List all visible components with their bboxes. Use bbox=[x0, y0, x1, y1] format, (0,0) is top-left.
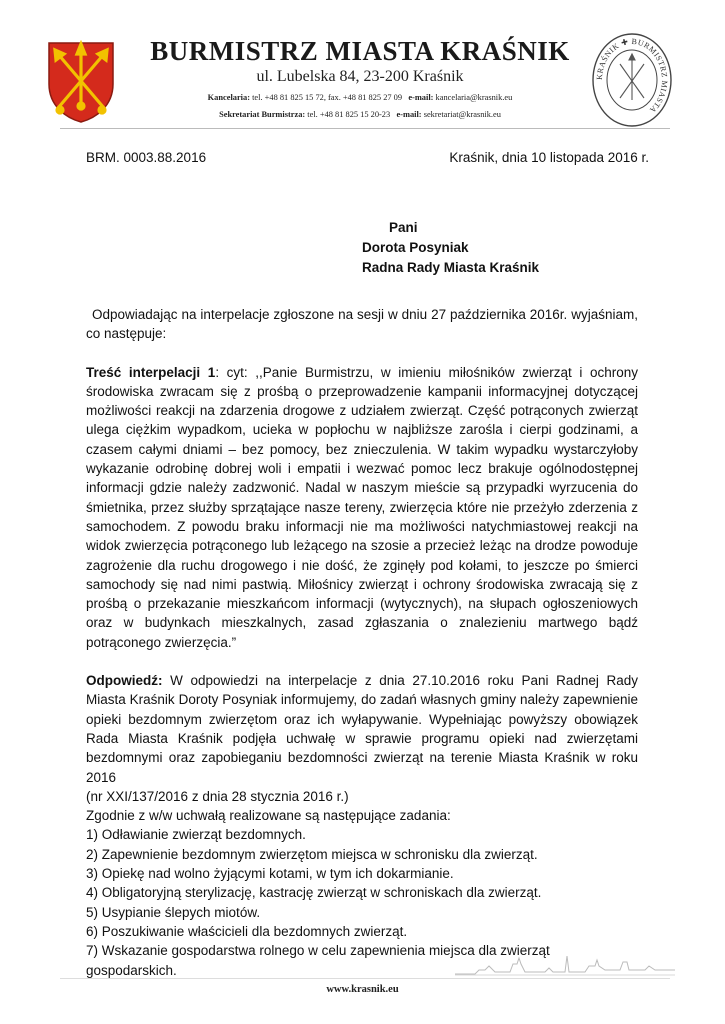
footer-website: www.krasnik.eu bbox=[326, 984, 399, 995]
interpellation-text: : cyt: ,,Panie Burmistrzu, w imieniu miłośników zwierząt i ochrony środowiska zwracam się z prośbą o przeprowadzenie kampanii informacyjnej dotyczącej możliwości reakcji na zdarzenia drogowe z udziałem zwierząt. Część potrąconych zwierząt ulega ciężkim wypadkom, ucieka w popłochu w najbliższe zarośla i cierpi godzinami, a czasem całymi dniami – bez pomocy, bez znieczulenia. W takim wypadku wystarczyłoby wykazanie odrobinę dobrej woli i empatii i wezwać pomoc lecz brakuje ogólnodostępnej informacji gdzie należy zadzwonić. Nadal w naszym mieście są przypadki wyrzucenia do śmietnika, przez służby sprzątające nasze tereny, zwierzęcia które nie przeżyło zderzenia z samochodem. Z powodu braku informacji nie ma możliwości natychmiastowej reakcji na widok zwierzęcia potrąconego lub leżącego na szosie a przecież leżąc na drodze powoduje zagrożenie dla ruchu drogowego i nie dość, że zginęły pod kołami, to jeszcze po śmierci samochody się nad nimi pastwią. Miłośnicy zwierząt i ochrony środowiska zwracają się z prośbą o przekazanie mieszkańcom informacji (wytycznych), na słupach ogłoszeniowych oraz w budynkach mieszkalnych, zasad zgłaszania o znalezieniu martwego bądź potrąconego zwierzęcia.” bbox=[86, 364, 638, 650]
answer-paragraph bbox=[86, 671, 638, 787]
recipient-salutation: Pani bbox=[389, 220, 418, 235]
recipient-name: Dorota Posyniak bbox=[362, 240, 469, 255]
secretariat-phone: tel. +48 81 825 15 20-23 bbox=[307, 110, 391, 119]
letterhead-address: ul. Lubelska 84, 23-200 Kraśnik bbox=[256, 68, 464, 85]
letterhead bbox=[0, 0, 725, 140]
interpellation-paragraph bbox=[86, 363, 638, 652]
secretariat-label: Sekretariat Burmistrza: bbox=[219, 110, 306, 119]
task-item: 7) Wskazanie gospodarstwa rolnego w celu zapewnienia miejsca dla zwierząt gospodarskich. bbox=[86, 943, 550, 978]
seal-text: KRAŚNIK ✚ BURMISTRZ MIASTA bbox=[594, 36, 670, 115]
task-item: 1) Odławianie zwierząt bezdomnych. bbox=[86, 827, 306, 843]
tasks-intro: Zgodnie z w/w uchwałą realizowane są następujące zadania: bbox=[86, 808, 451, 824]
place-and-date: Kraśnik, dnia 10 listopada 2016 r. bbox=[449, 150, 649, 165]
coat-of-arms-icon bbox=[46, 40, 116, 124]
recipient-role: Radna Rady Miasta Kraśnik bbox=[362, 260, 540, 275]
office-email-label: e-mail: bbox=[408, 93, 434, 102]
recipient-block bbox=[362, 218, 539, 278]
secretariat-contact-line bbox=[130, 110, 590, 119]
resolution-reference: (nr XXI/137/2016 z dnia 28 stycznia 2016 r.) bbox=[86, 788, 349, 804]
task-item: 4) Obligatoryjną sterylizację, kastrację zwierząt w schroniskach dla zwierząt. bbox=[86, 885, 542, 901]
task-item: 3) Opiekę nad wolno żyjącymi kotami, w tym ich dokarmianie. bbox=[86, 866, 454, 882]
intro-paragraph: Odpowiadając na interpelacje zgłoszone na sesji w dniu 27 października 2016r. wyjaśniam, co następuje: bbox=[86, 307, 638, 342]
letterhead-title: BURMISTRZ MIASTA KRAŚNIK bbox=[150, 36, 570, 66]
answer-label: Odpowiedź: bbox=[86, 673, 163, 689]
letter-body bbox=[86, 305, 638, 980]
interpellation-label: Treść interpelacji 1 bbox=[86, 364, 216, 380]
official-seal-icon bbox=[590, 30, 674, 130]
secretariat-email-label: e-mail: bbox=[396, 110, 422, 119]
footer-divider bbox=[60, 978, 670, 979]
city-skyline-icon bbox=[455, 948, 675, 978]
reference-number: BRM. 0003.88.2016 bbox=[86, 150, 207, 165]
office-email: kancelaria@krasnik.eu bbox=[435, 93, 513, 102]
office-contact-line bbox=[130, 93, 590, 102]
paragraph-gap bbox=[86, 652, 638, 671]
secretariat-email: sekretariat@krasnik.eu bbox=[423, 110, 501, 119]
task-item: 5) Usypianie ślepych miotów. bbox=[86, 904, 261, 920]
task-item: 6) Poszukiwanie właścicieli dla bezdomnych zwierząt. bbox=[86, 923, 408, 939]
office-phone: tel. +48 81 825 15 72, fax. +48 81 825 27 09 bbox=[252, 93, 403, 102]
office-label: Kancelaria: bbox=[207, 93, 250, 102]
task-item: 2) Zapewnienie bezdomnym zwierzętom miejsca w schronisku dla zwierząt. bbox=[86, 846, 538, 862]
letterhead-divider bbox=[60, 128, 670, 129]
answer-text: W odpowiedzi na interpelacje z dnia 27.10.2016 roku Pani Radnej Rady Miasta Kraśnik Doroty Posyniak informujemy, do zadań własnych gminy należy zapewnienie opieki bezdomnym zwierzętom oraz ich wyłapywanie. Wypełniając powyższy obowiązek Rada Miasta Kraśnik podjęła uchwałę w sprawie programu opieki nad zwierzętami bezdomnymi oraz zapobieganiu bezdomności zwierząt na terenie Miasta Kraśnik w roku 2016 bbox=[86, 673, 638, 785]
